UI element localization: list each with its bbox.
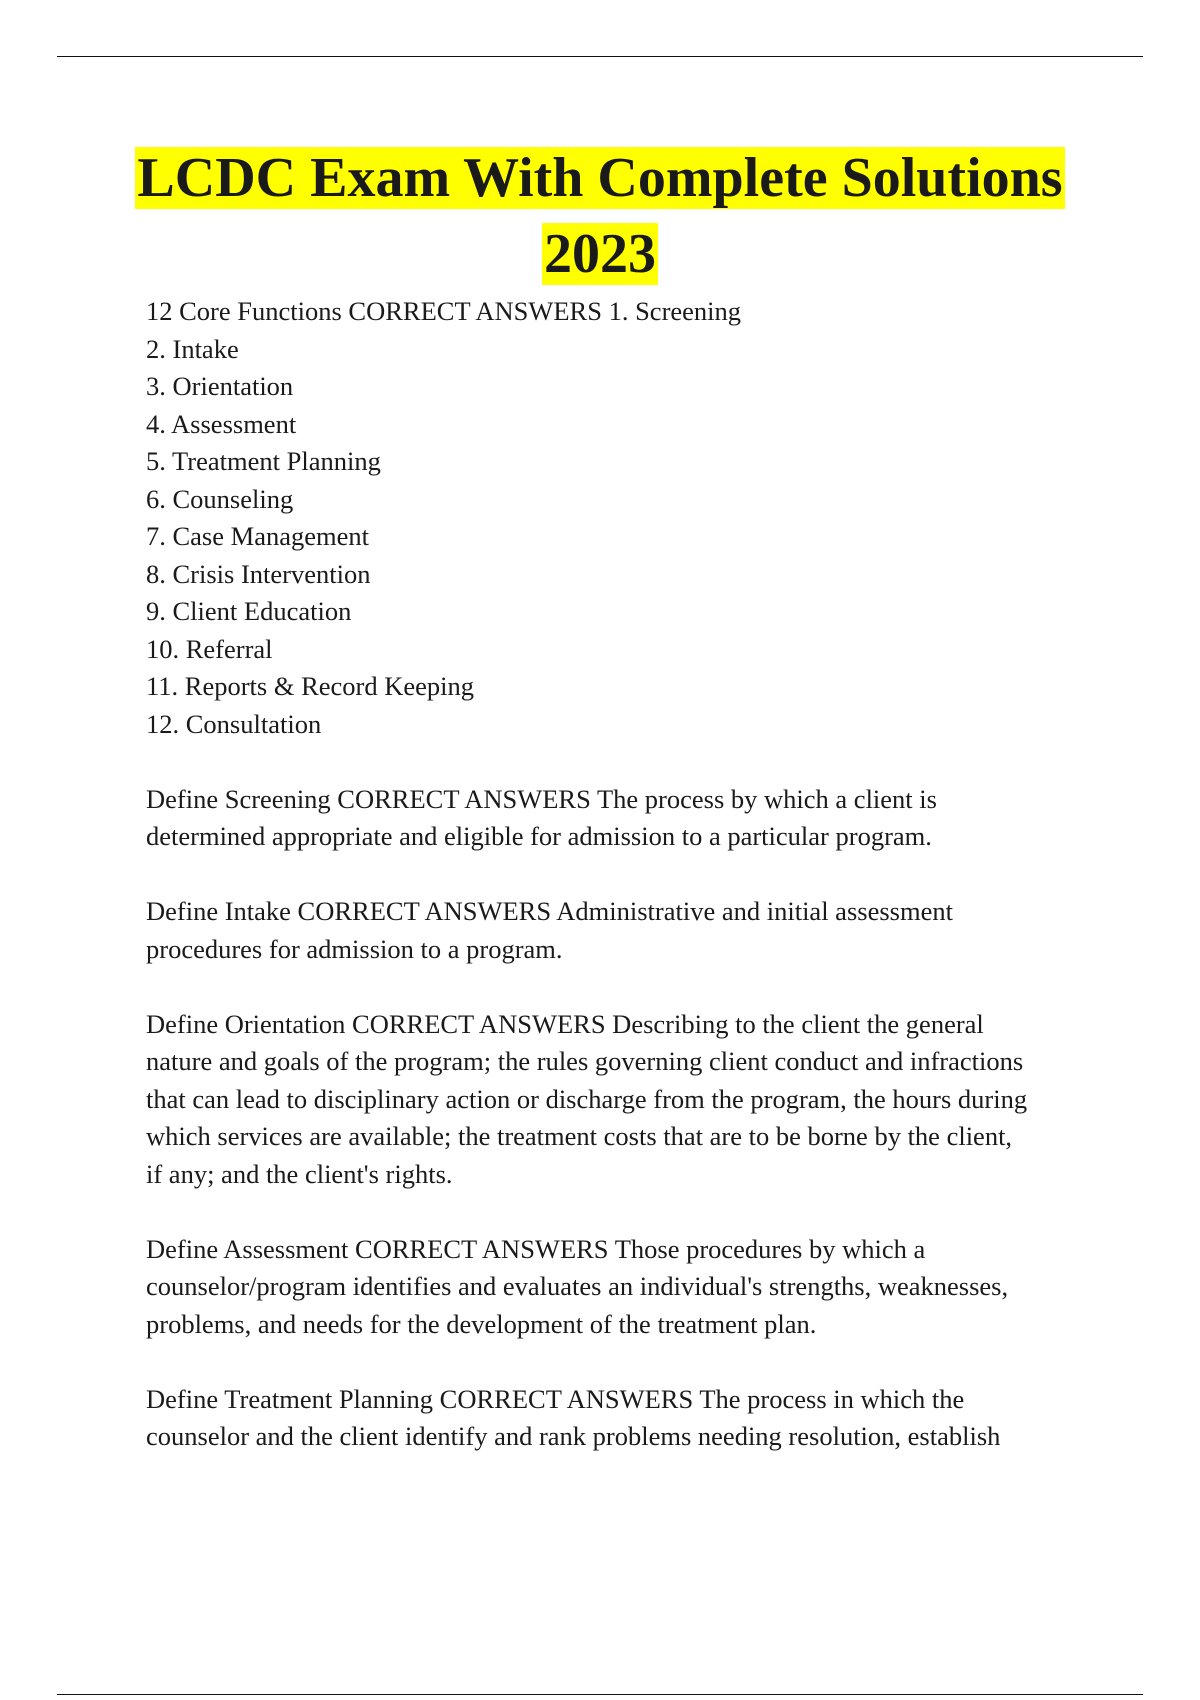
list-item: 3. Orientation	[146, 371, 294, 401]
qa-line: Define Screening CORRECT ANSWERS The process by which a client is	[146, 783, 937, 814]
list-item: 7. Case Management	[146, 521, 369, 551]
qa-assessment	[146, 1231, 1096, 1344]
qa-line: Define Assessment CORRECT ANSWERS Those procedures by which a	[146, 1233, 926, 1264]
core-functions-list	[146, 293, 1096, 743]
qa-line: if any; and the client's rights.	[146, 1158, 453, 1189]
title-line-2: 2023	[544, 223, 656, 285]
qa-orientation	[146, 1006, 1096, 1194]
qa-line: counselor and the client identify and rank problems needing resolution, establish	[146, 1421, 1001, 1451]
qa-screening	[146, 781, 1096, 856]
list-item: 6. Counseling	[146, 483, 294, 514]
qa-line: counselor/program identifies and evaluates an individual's strengths, weaknesses,	[146, 1271, 1009, 1301]
qa-treatment-planning	[146, 1381, 1096, 1456]
qa-line: which services are available; the treatment costs that are to be borne by the client,	[146, 1121, 1013, 1151]
list-item: 8. Crisis Intervention	[146, 558, 371, 589]
list-item: 11. Reports & Record Keeping	[146, 671, 474, 701]
qa-line: Define Treatment Planning CORRECT ANSWERS The process in which the	[146, 1383, 965, 1414]
qa-line: Define Intake CORRECT ANSWERS Administrative and initial assessment	[146, 896, 953, 926]
title-line-1: LCDC Exam With Complete Solutions	[137, 147, 1063, 209]
qa-intake	[146, 893, 1096, 968]
qa-line: nature and goals of the program; the rules governing client conduct and infractions	[146, 1046, 1024, 1076]
document-title	[100, 140, 1100, 292]
list-item: 12. Consultation	[146, 708, 322, 739]
bottom-rule	[57, 1694, 1143, 1695]
qa-line: procedures for admission to a program.	[146, 933, 563, 964]
list-item: 4. Assessment	[146, 408, 297, 439]
list-item: 5. Treatment Planning	[146, 446, 381, 476]
top-rule	[57, 56, 1143, 57]
list-item: 2. Intake	[146, 333, 239, 364]
qa-line: problems, and needs for the development of the treatment plan.	[146, 1308, 817, 1339]
list-item: 10. Referral	[146, 633, 273, 664]
qa-line: Define Orientation CORRECT ANSWERS Describing to the client the general	[146, 1008, 984, 1039]
document-body	[146, 293, 1096, 1456]
list-item: 9. Client Education	[146, 596, 352, 626]
qa-line: determined appropriate and eligible for admission to a particular program.	[146, 821, 932, 851]
core-functions-intro: 12 Core Functions CORRECT ANSWERS 1. Screening	[146, 296, 742, 326]
qa-line: that can lead to disciplinary action or discharge from the program, the hours during	[146, 1083, 1028, 1114]
